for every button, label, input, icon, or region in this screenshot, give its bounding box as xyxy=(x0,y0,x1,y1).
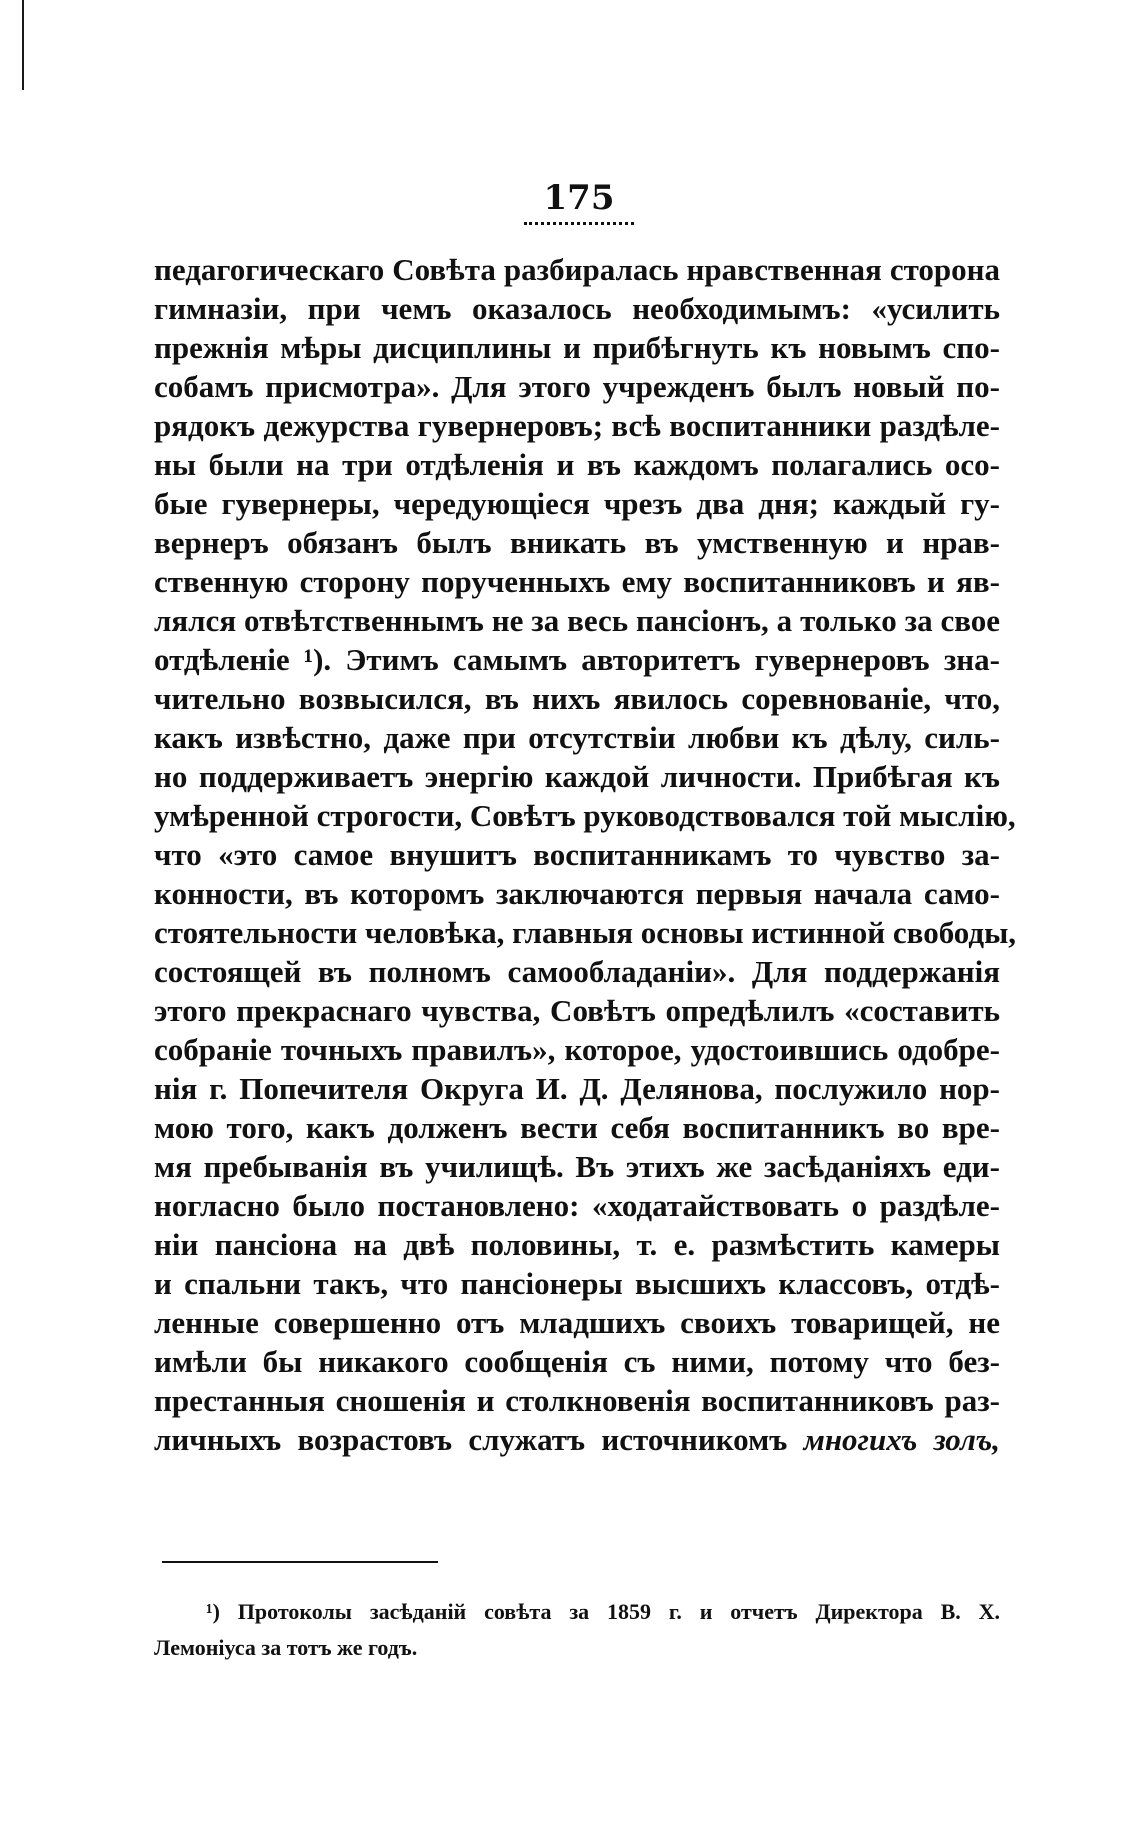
scan-edge-line xyxy=(22,0,24,90)
text-line: ніи пансіона на двѣ половины, т. е. размѣстить камеры xyxy=(154,1227,1000,1262)
text-line: престанныя сношенія и столкновенія воспитанниковъ раз- xyxy=(154,1383,1000,1418)
footnote xyxy=(154,1594,1000,1666)
text-line: ногласно было постановлено: «ходатайствовать о раздѣле- xyxy=(154,1188,1000,1223)
text-line: педагогическаго Совѣта разбиралась нравственная сторона xyxy=(154,252,1000,287)
text-line: что «это самое внушитъ воспитанникамъ то чувство за- xyxy=(154,837,1000,872)
text-line-last-italic: многихъ золъ, xyxy=(803,1422,1001,1457)
text-line: умѣренной строгости, Совѣтъ руководствовался той мыслію, xyxy=(154,798,1016,833)
text-line-last-roman: личныхъ возрастовъ служатъ источникомъ xyxy=(154,1422,788,1457)
footnote-separator xyxy=(162,1561,438,1563)
page-number: 175 xyxy=(543,178,615,218)
text-line: ленные совершенно отъ младшихъ своихъ товарищей, не xyxy=(154,1305,1000,1340)
body-text xyxy=(154,250,1017,1459)
text-line: вернеръ обязанъ былъ вникать въ умственную и нрав- xyxy=(154,525,1000,560)
text-line: стоятельности человѣка, главныя основы истинной свободы, xyxy=(154,915,1017,950)
text-line-last xyxy=(154,1420,1000,1459)
text-line: чительно возвысился, въ нихъ явилось соревнованіе, что, xyxy=(154,681,1000,716)
text-line: собамъ присмотра». Для этого учрежденъ былъ новый по- xyxy=(154,369,1000,404)
text-line: мою того, какъ долженъ вести себя воспитанникъ во вре- xyxy=(154,1110,1000,1145)
text-line: гимназіи, при чемъ оказалось необходимымъ: «усилить xyxy=(154,291,1000,326)
page-number-underline xyxy=(524,222,634,225)
footnote-line-2: Лемоніуса за тотъ же годъ. xyxy=(154,1635,418,1660)
text-line: рядокъ дежурства гувернеровъ; всѣ воспитанники раздѣле- xyxy=(154,408,1000,443)
text-line: состоящей въ полномъ самообладаніи». Для поддержанія xyxy=(154,954,1000,989)
text-line: лялся отвѣтственнымъ не за весь пансіонъ, а только за свое xyxy=(154,603,1000,638)
text-line: имѣли бы никакого сообщенія съ ними, потому что без- xyxy=(154,1344,1000,1379)
footnote-line-1: ¹) Протоколы засѣданій совѣта за 1859 г. и отчетъ Директора В. Х. xyxy=(206,1599,1000,1624)
text-line: прежнія мѣры дисциплины и прибѣгнуть къ новымъ спо- xyxy=(154,330,1000,365)
text-line: какъ извѣстно, даже при отсутствіи любви къ дѣлу, силь- xyxy=(154,720,1000,755)
text-line: собраніе точныхъ правилъ», которое, удостоившись одобре- xyxy=(154,1032,1000,1067)
text-line: этого прекраснаго чувства, Совѣтъ опредѣлилъ «составить xyxy=(154,993,1000,1028)
text-line: но поддерживаетъ энергію каждой личности. Прибѣгая къ xyxy=(154,759,1000,794)
text-line: нія г. Попечителя Округа И. Д. Делянова, послужило нор- xyxy=(154,1071,1000,1106)
text-line: отдѣленіе ¹). Этимъ самымъ авторитетъ гувернеровъ зна- xyxy=(154,642,1000,677)
text-line: мя пребыванія въ училищѣ. Въ этихъ же засѣданіяхъ еди- xyxy=(154,1149,1000,1184)
text-line: ны были на три отдѣленія и въ каждомъ полагались осо- xyxy=(154,447,1000,482)
text-line: конности, въ которомъ заключаются первыя начала само- xyxy=(154,876,1000,911)
text-line: бые гувернеры, чередующіеся чрезъ два дня; каждый гу- xyxy=(154,486,1000,521)
text-line: ственную сторону порученныхъ ему воспитанниковъ и яв- xyxy=(154,564,1000,599)
text-line: и спальни такъ, что пансіонеры высшихъ классовъ, отдѣ- xyxy=(154,1266,1000,1301)
